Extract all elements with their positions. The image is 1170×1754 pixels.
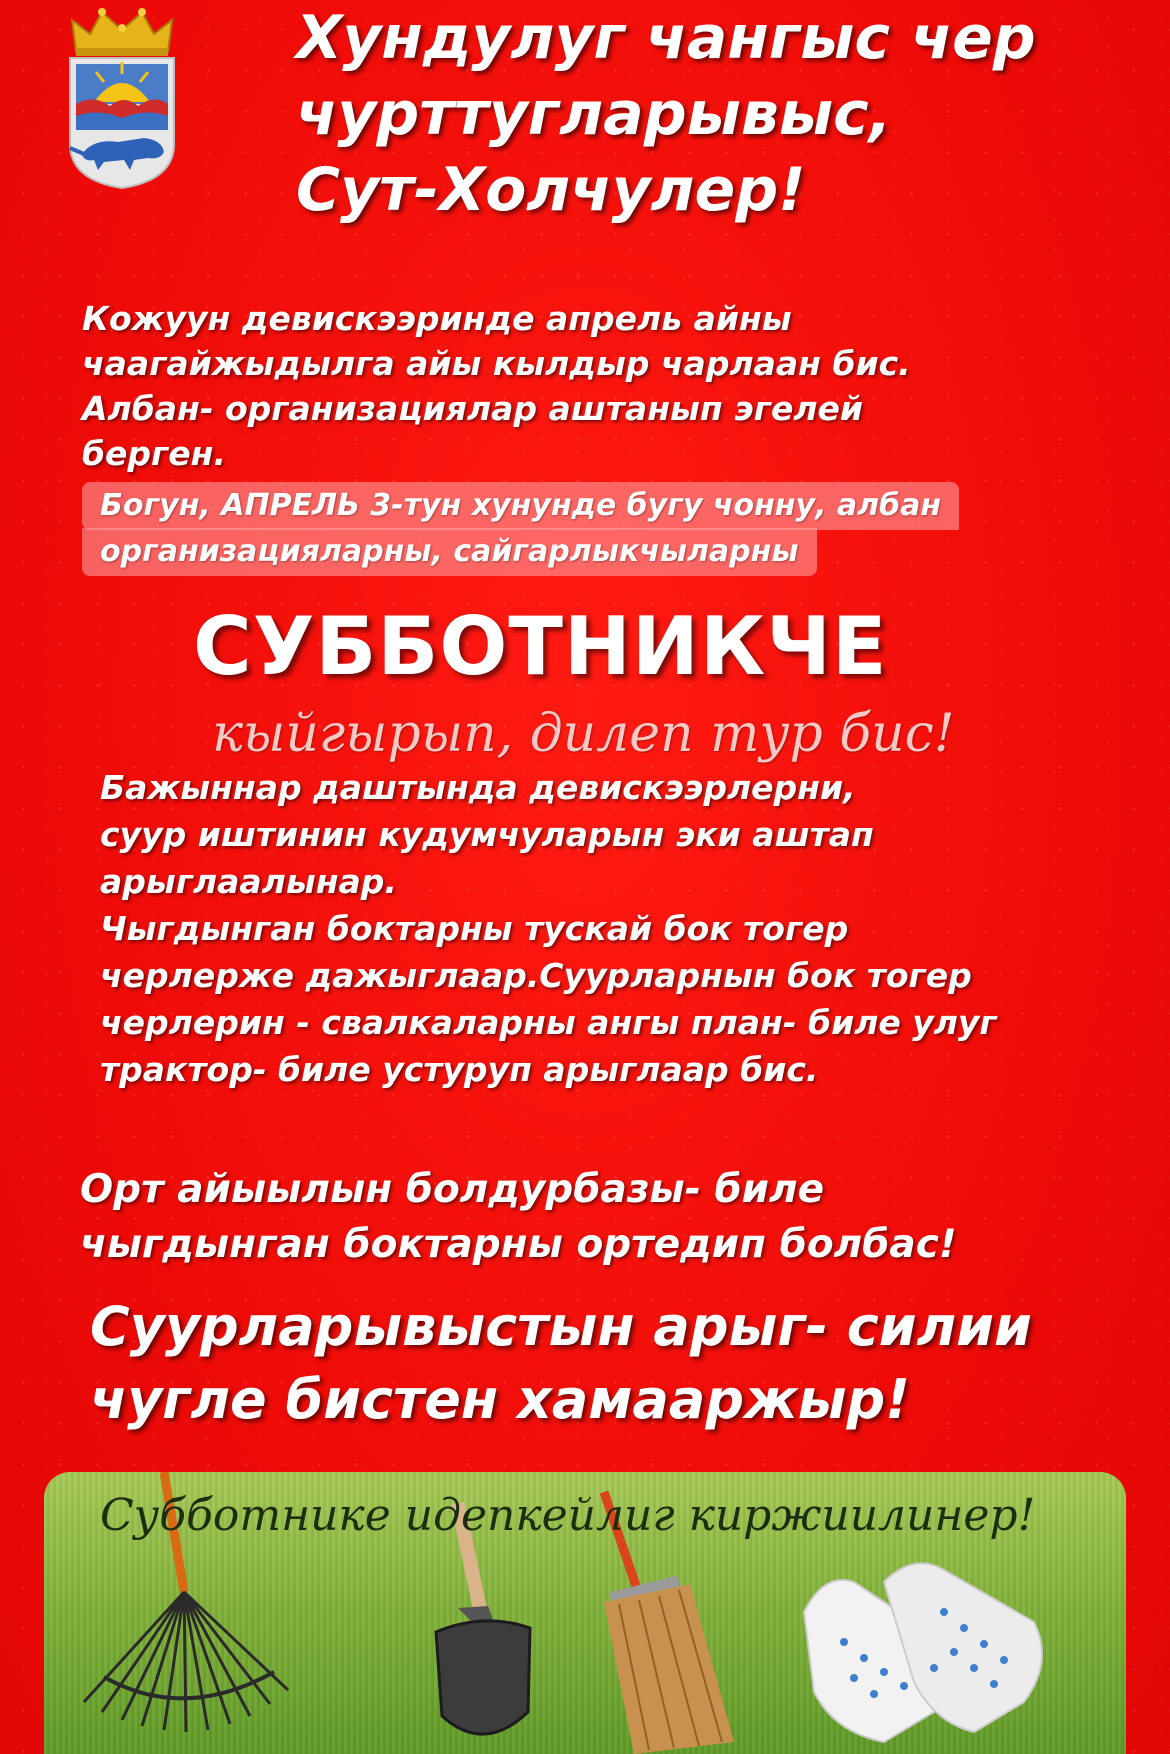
highlight-line-1: Богун, АПРЕЛЬ 3-тун хунунде бугу чонну, албан	[82, 482, 959, 530]
highlight-line-2: организацияларны, сайгарлыкчыларны	[82, 528, 817, 576]
coat-of-arms-icon	[64, 4, 180, 190]
crown-icon	[72, 8, 172, 56]
tools-banner	[44, 1472, 1126, 1754]
event-name: СУББОТНИКЧЕ	[193, 600, 888, 693]
banner-caption: Субботнике идепкейлиг киржиилинер!	[100, 1490, 1036, 1541]
fire-warning: Орт айыылын болдурбазы- биле чыгдынган боктарны ортедип болбас!	[80, 1167, 957, 1267]
gloves-icon	[804, 1563, 1042, 1742]
date-highlight	[82, 482, 1090, 576]
greeting-title: Хундулуг чангыс чер чурттугларывыс, Сут-Холчулер!	[296, 3, 1036, 225]
invite-text: кыйгырып, дилеп тур бис!	[212, 704, 955, 764]
details-paragraph: Бажыннар даштында девискээрлерни, суур иштинин кудумчуларын эки аштап арыглаалынар. Чыгдынган боктарны тускай бок тогер черлерже дажыглаар.Суурларнын бок тогер черлерин - свалкаларны ангы план- биле улуг трактор- биле устуруп арыглаар бис.	[100, 768, 997, 1089]
slogan: Суурларывыстын арыг- силии чугле бистен хамааржыр!	[90, 1295, 1032, 1431]
intro-paragraph: Кожуун девискээринде апрель айны чаагайжыдылга айы кылдыр чарлаан бис. Албан- организациялар аштанып эгелей берген.	[82, 299, 911, 473]
